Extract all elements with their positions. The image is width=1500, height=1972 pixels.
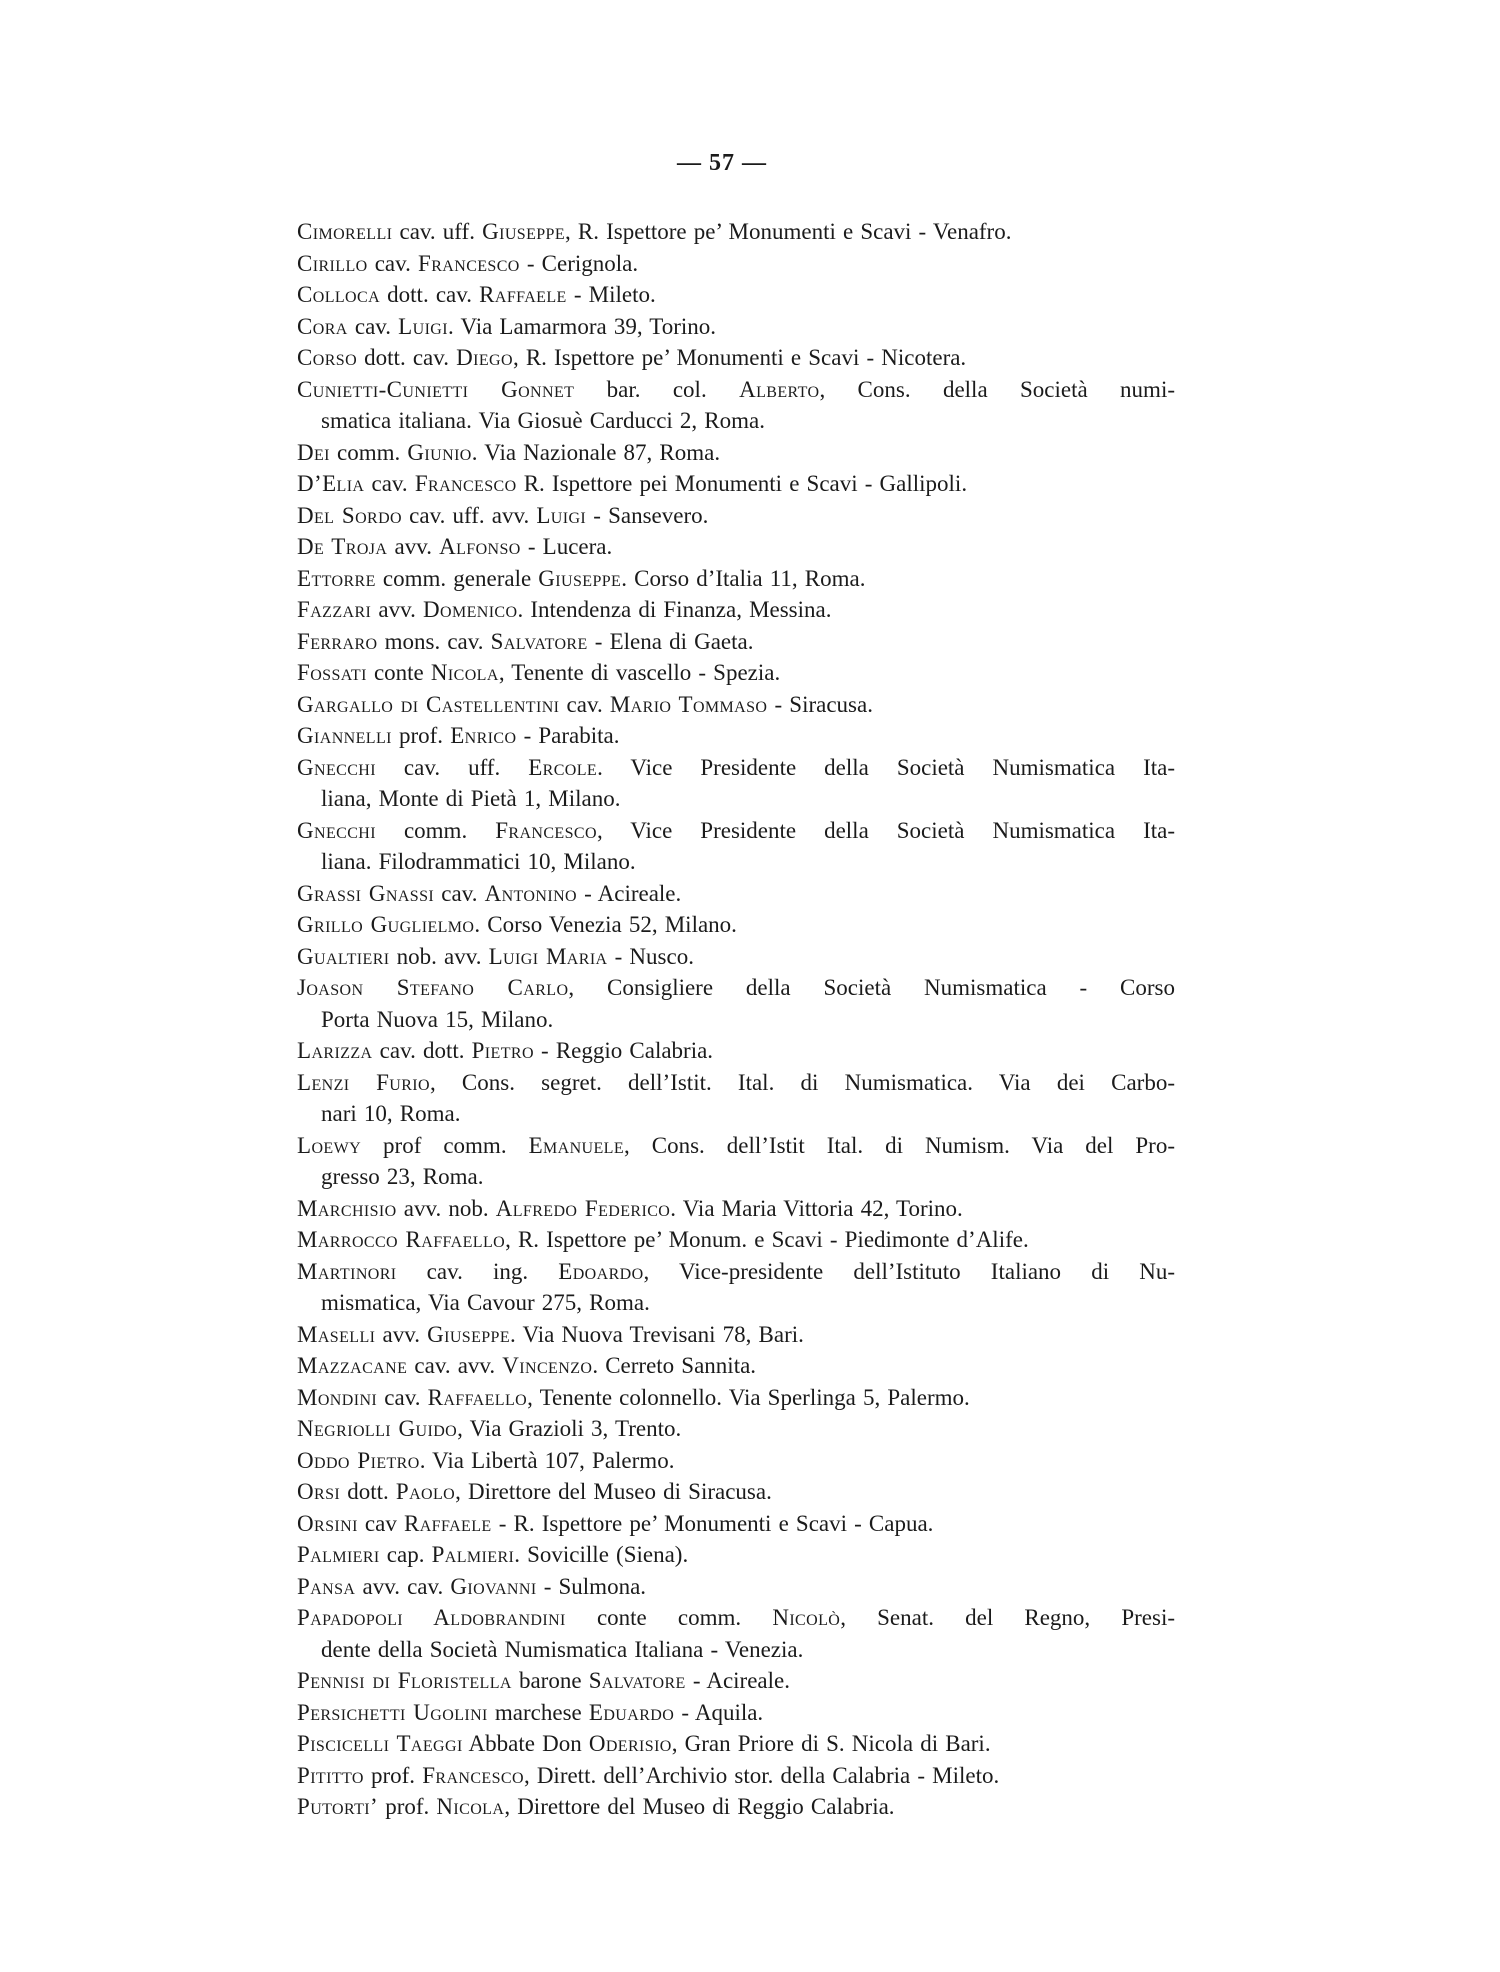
person-name: Nicolò <box>772 1605 841 1630</box>
line-text: , Direttore del Museo di Reggio Calabria. <box>504 1794 895 1819</box>
person-name: Cunietti-Cunietti Gonnet <box>297 376 575 402</box>
directory-line <box>297 1035 1175 1067</box>
person-name: Raffaello <box>427 1384 528 1410</box>
line-text: , Cons. dell’Istit Ital. di Numism. Via del Pro- <box>624 1132 1175 1158</box>
person-name: Pititto <box>297 1762 364 1788</box>
directory-line <box>297 972 1175 1004</box>
person-name: Luigi <box>398 313 448 339</box>
person-name: Francesco <box>422 1762 524 1788</box>
directory-line <box>297 783 1175 815</box>
line-text: . Via Maria Vittoria 42, Torino. <box>670 1195 963 1221</box>
person-name: Diego <box>456 345 513 370</box>
directory-line <box>297 1665 1175 1697</box>
line-text: , Tenente colonnello. Via Sperlinga 5, Palermo. <box>527 1384 970 1410</box>
directory-line <box>297 1004 1175 1036</box>
line-text: , Cons. della Società numi- <box>819 376 1175 402</box>
person-name: Vincenzo <box>502 1353 593 1378</box>
person-name: Grassi Gnassi <box>297 880 435 906</box>
line-text: . Corso d’Italia 11, Roma. <box>621 565 866 591</box>
person-name: Francesco <box>495 817 597 843</box>
person-name: Corso <box>297 345 358 370</box>
line-text: - Lucera. <box>520 534 613 559</box>
directory-line <box>297 1445 1175 1477</box>
directory-line <box>297 563 1175 595</box>
line-text: cav. <box>559 691 610 717</box>
line-text: cav. <box>377 1384 428 1410</box>
line-text: mismatica, Via Cavour 275, Roma. <box>321 1290 650 1315</box>
directory-line <box>297 279 1175 311</box>
line-text: . Via Lamarmora 39, Torino. <box>448 313 717 339</box>
line-text: cav. uff. avv. <box>402 502 537 528</box>
directory-line <box>297 1508 1175 1540</box>
line-text: Abbate Don <box>462 1731 589 1756</box>
directory-line <box>297 1728 1175 1760</box>
line-text: - Mileto. <box>566 282 656 307</box>
line-text: comm. <box>329 439 408 465</box>
directory-line <box>297 657 1175 689</box>
line-text: prof. <box>378 1794 437 1819</box>
person-name: Nicola <box>430 660 499 685</box>
person-name: Gargallo di Castellentini <box>297 691 560 717</box>
line-text: - Sansevero. <box>586 502 709 528</box>
line-text: . Via Nuova Trevisani 78, Bari. <box>510 1321 804 1347</box>
line-text: smatica italiana. Via Giosuè Carducci 2, Roma. <box>321 408 765 433</box>
person-name: Pietro <box>471 1038 534 1063</box>
person-name: Gualtieri <box>297 943 390 969</box>
line-text: dente della Società Numismatica Italiana - Venezia. <box>321 1636 804 1662</box>
directory-line <box>297 1193 1175 1225</box>
directory-line <box>297 1413 1175 1445</box>
person-name: Giuseppe <box>482 219 566 244</box>
directory-line <box>297 1382 1175 1414</box>
person-name: Marrocco Raffaello <box>297 1227 506 1252</box>
person-name: Cora <box>297 313 348 339</box>
person-name: Giuseppe <box>538 565 622 591</box>
person-name: Francesco <box>414 471 517 496</box>
line-text: - Nusco. <box>607 943 694 969</box>
person-name: Giuseppe <box>427 1321 511 1347</box>
line-text: . Via Libertà 107, Palermo. <box>419 1447 675 1473</box>
directory-line <box>297 1697 1175 1729</box>
person-name: Ettorre <box>297 565 376 591</box>
line-text: comm. generale <box>375 565 539 591</box>
person-name: Raffaele <box>403 1510 492 1536</box>
directory-line <box>297 468 1175 500</box>
person-name: Antonino <box>484 880 577 906</box>
person-name: Larizza <box>297 1038 373 1063</box>
line-text: cav. ing. <box>396 1258 559 1284</box>
line-text: - Sulmona. <box>536 1573 647 1599</box>
directory-line <box>297 1161 1175 1193</box>
line-text: , R. Ispettore pe’ Monumenti e Scavi - Venafro. <box>565 219 1012 244</box>
person-name: Giannelli <box>297 723 392 748</box>
line-text: . Intendenza di Finanza, Messina. <box>517 597 832 622</box>
person-name: Cimorelli <box>297 219 393 244</box>
directory-line <box>297 626 1175 658</box>
person-name: Luigi <box>536 502 587 528</box>
line-text: - R. Ispettore pe’ Monumenti e Scavi - Capua. <box>491 1510 934 1536</box>
line-text: cav. avv. <box>407 1353 503 1378</box>
directory-line <box>297 1571 1175 1603</box>
directory-line <box>297 1098 1175 1130</box>
person-name: Mondini <box>297 1384 378 1410</box>
line-text: marchese <box>487 1699 589 1725</box>
directory-line <box>297 941 1175 973</box>
person-name: Marchisio <box>297 1195 397 1221</box>
line-text: barone <box>511 1668 589 1693</box>
line-text: , R. Ispettore pe’ Monum. e Scavi - Piedimonte d’Alife. <box>505 1227 1029 1252</box>
person-name: Joason Stefano Carlo <box>297 975 569 1000</box>
line-text: . Corso Venezia 52, Milano. <box>474 912 737 937</box>
line-text: cav. <box>434 880 485 906</box>
line-text: . Sovicille (Siena). <box>514 1542 689 1567</box>
directory-line <box>297 815 1175 847</box>
directory-line <box>297 216 1175 248</box>
line-text: dott. cav. <box>380 282 480 307</box>
person-name: Giunio <box>407 439 472 465</box>
person-name: Eduardo <box>588 1699 675 1725</box>
person-name: Alfredo Federico <box>495 1195 671 1221</box>
directory-line <box>297 248 1175 280</box>
directory-line <box>297 1287 1175 1319</box>
directory-line <box>297 500 1175 532</box>
person-name: Pennisi di Floristella <box>297 1668 512 1693</box>
directory-line <box>297 1760 1175 1792</box>
person-name: Del Sordo <box>297 502 403 528</box>
line-text: cav. <box>347 313 399 339</box>
line-text: bar. col. <box>574 376 740 402</box>
line-text: prof. <box>363 1762 423 1788</box>
line-text: cav <box>357 1510 404 1536</box>
person-name: Orsi <box>297 1479 341 1504</box>
line-text: avv. <box>375 1321 428 1347</box>
directory-line <box>297 909 1175 941</box>
line-text: , Direttore del Museo di Siracusa. <box>455 1479 772 1504</box>
line-text: . Via Nazionale 87, Roma. <box>471 439 721 465</box>
person-name: Martinori <box>297 1258 397 1284</box>
directory-line <box>297 689 1175 721</box>
person-name: Gnecchi <box>297 817 376 843</box>
person-name: Mazzacane <box>297 1353 408 1378</box>
line-text: R. Ispettore pei Monumenti e Scavi - Gallipoli. <box>516 471 968 496</box>
line-text: cav. <box>367 250 419 276</box>
line-text: cav. <box>364 471 415 496</box>
person-name: Pansa <box>297 1573 356 1599</box>
line-text: avv. <box>387 534 440 559</box>
directory-line <box>297 1791 1175 1823</box>
line-text: cap. <box>379 1542 432 1567</box>
line-text: gresso 23, Roma. <box>321 1164 484 1189</box>
line-text: comm. <box>375 817 496 843</box>
line-text: , Consigliere della Società Numismatica - Corso <box>568 975 1175 1000</box>
line-text: conte <box>366 660 431 685</box>
line-text: cav. uff. <box>375 754 529 780</box>
person-name: Giovanni <box>450 1573 537 1599</box>
line-text: , Cons. segret. dell’Istit. Ital. di Numismatica. Via dei Carbo- <box>429 1069 1175 1095</box>
line-text: conte comm. <box>565 1605 773 1630</box>
person-name: Colloca <box>297 282 381 307</box>
person-name: Negriolli Guido <box>297 1416 458 1441</box>
person-name: Putorti’ <box>297 1794 379 1819</box>
person-name: Alberto <box>739 376 820 402</box>
directory-line <box>297 1476 1175 1508</box>
person-name: Loewy <box>297 1132 362 1158</box>
directory-line <box>297 531 1175 563</box>
line-text: , R. Ispettore pe’ Monumenti e Scavi - Nicotera. <box>512 345 967 370</box>
person-name: Gnecchi <box>297 754 376 780</box>
directory-line <box>297 311 1175 343</box>
line-text: . Cerreto Sannita. <box>592 1353 757 1378</box>
person-name: Cirillo <box>297 250 368 276</box>
line-text: , Via Grazioli 3, Trento. <box>457 1416 682 1441</box>
person-name: Nicola <box>436 1794 505 1819</box>
line-text: avv. <box>371 597 423 622</box>
person-name: Dei <box>297 439 330 465</box>
line-text: - Acireale. <box>576 880 682 906</box>
person-name: Domenico <box>422 597 518 622</box>
person-name: Maselli <box>297 1321 376 1347</box>
person-name: Ferraro <box>297 628 378 654</box>
line-text: dott. <box>340 1479 396 1504</box>
person-name: Francesco <box>418 250 520 276</box>
directory-line <box>297 1602 1175 1634</box>
line-text: liana, Monte di Pietà 1, Milano. <box>321 786 621 811</box>
directory-line <box>297 1130 1175 1162</box>
directory-line <box>297 720 1175 752</box>
line-text: - Acireale. <box>685 1668 790 1693</box>
person-name: Oderisio <box>588 1731 672 1756</box>
directory-line <box>297 878 1175 910</box>
line-text: - Parabita. <box>516 723 620 748</box>
line-text: , Vice Presidente della Società Numismatica Ita- <box>596 817 1175 843</box>
line-text: - Aquila. <box>674 1699 764 1725</box>
directory-line <box>297 1224 1175 1256</box>
line-text: - Siracusa. <box>767 691 873 717</box>
line-text: , Vice-presidente dell’Istituto Italiano di Nu- <box>643 1258 1175 1284</box>
person-name: Fossati <box>297 660 367 685</box>
person-name: Lenzi Furio <box>297 1069 430 1095</box>
directory-line <box>297 405 1175 437</box>
line-text: Porta Nuova 15, Milano. <box>321 1006 554 1032</box>
person-name: Persichetti Ugolini <box>297 1699 488 1725</box>
line-text: prof. <box>391 723 451 748</box>
directory-line <box>297 752 1175 784</box>
line-text: - Elena di Gaeta. <box>587 628 754 654</box>
line-text: avv. cav. <box>355 1573 451 1599</box>
directory-line <box>297 1539 1175 1571</box>
line-text: nob. avv. <box>389 943 489 969</box>
person-name: Paolo <box>395 1479 456 1504</box>
person-name: De Troja <box>297 534 388 559</box>
person-name: Piscicelli Taeggi <box>297 1731 463 1756</box>
directory-line <box>297 1350 1175 1382</box>
person-name: Alfonso <box>439 534 521 559</box>
line-text: liana. Filodrammatici 10, Milano. <box>321 849 636 874</box>
line-text: , Gran Priore di S. Nicola di Bari. <box>671 1731 991 1756</box>
line-text: prof comm. <box>361 1132 529 1158</box>
person-name: Salvatore <box>490 628 588 654</box>
directory-line <box>297 1256 1175 1288</box>
directory-line <box>297 1319 1175 1351</box>
line-text: cav. dott. <box>372 1038 472 1063</box>
line-text: - Reggio Calabria. <box>533 1038 714 1063</box>
directory-line <box>297 437 1175 469</box>
person-name: Enrico <box>450 723 517 748</box>
person-name: Orsini <box>297 1510 358 1536</box>
page-number: — 57 — <box>677 150 767 176</box>
line-text: , Dirett. dell’Archivio stor. della Calabria - Mileto. <box>523 1762 1000 1788</box>
directory-list <box>297 216 1175 1823</box>
person-name: Palmieri <box>431 1542 515 1567</box>
person-name: Mario Tommaso <box>609 691 768 717</box>
directory-line <box>297 374 1175 406</box>
person-name: Luigi Maria <box>488 943 608 969</box>
line-text: dott. cav. <box>357 345 457 370</box>
line-text: . Vice Presidente della Società Numismatica Ita- <box>597 754 1175 780</box>
person-name: Grillo Guglielmo <box>297 912 475 937</box>
line-text: - Cerignola. <box>519 250 639 276</box>
line-text: mons. cav. <box>377 628 491 654</box>
person-name: Raffaele <box>479 282 567 307</box>
person-name: D’Elia <box>297 471 365 496</box>
person-name: Papadopoli Aldobrandini <box>297 1605 566 1630</box>
person-name: Fazzari <box>297 597 372 622</box>
person-name: Edoardo <box>558 1258 644 1284</box>
directory-line <box>297 1634 1175 1666</box>
person-name: Palmieri <box>297 1542 380 1567</box>
line-text: cav. uff. <box>392 219 483 244</box>
line-text: , Senat. del Regno, Presi- <box>840 1605 1175 1630</box>
directory-line <box>297 846 1175 878</box>
person-name: Emanuele <box>528 1132 625 1158</box>
directory-line <box>297 1067 1175 1099</box>
line-text: avv. nob. <box>396 1195 496 1221</box>
line-text: , Tenente di vascello - Spezia. <box>498 660 781 685</box>
person-name: Salvatore <box>588 1668 686 1693</box>
person-name: Ercole <box>528 754 598 780</box>
directory-line <box>297 594 1175 626</box>
person-name: Oddo Pietro <box>297 1447 420 1473</box>
directory-line <box>297 342 1175 374</box>
line-text: nari 10, Roma. <box>321 1101 461 1126</box>
